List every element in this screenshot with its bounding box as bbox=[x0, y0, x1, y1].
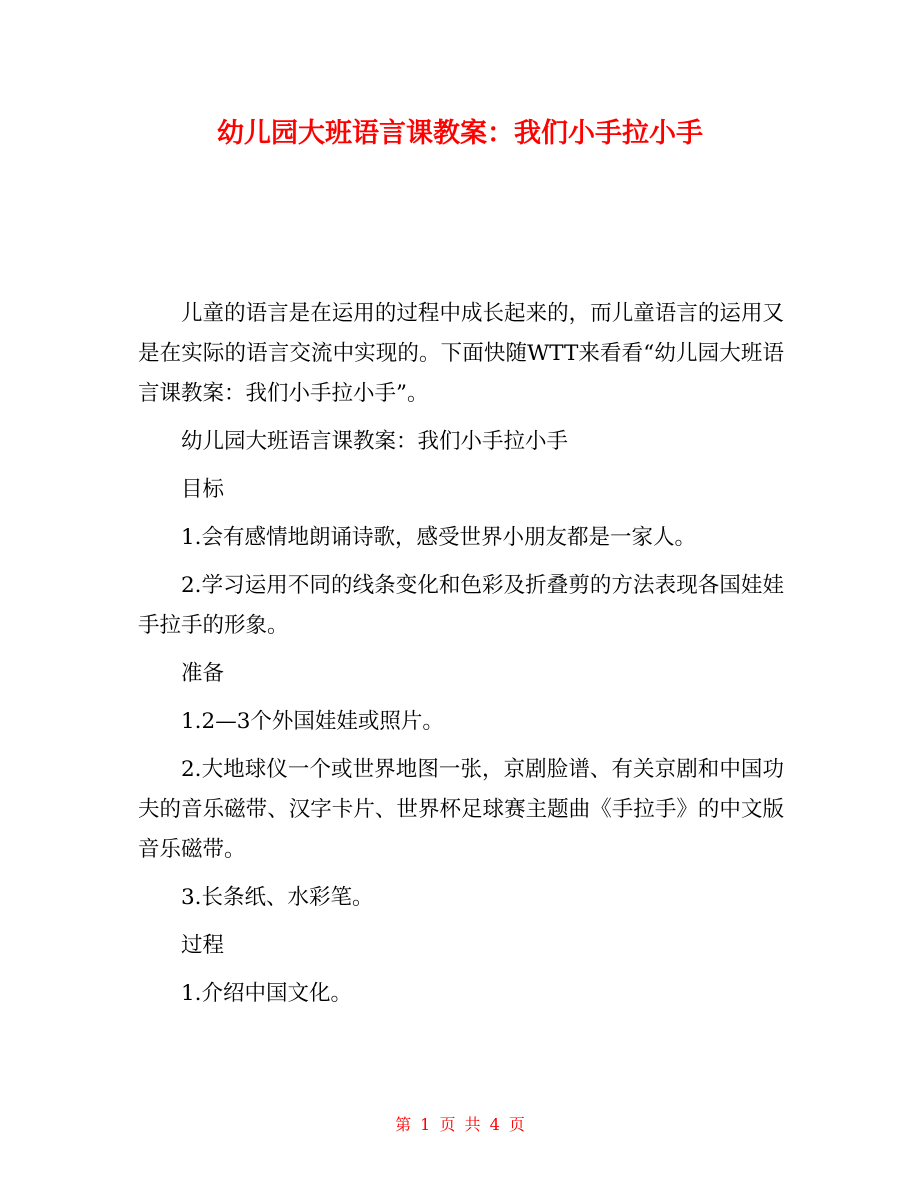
goal-item-2: 2.学习运用不同的线条变化和色彩及折叠剪的方法表现各国娃娃手拉手的形象。 bbox=[138, 573, 784, 638]
section-heading-process: 过程 bbox=[181, 933, 225, 958]
document-title: 幼儿园大班语言课教案：我们小手拉小手 bbox=[217, 118, 703, 149]
page-number-footer: 第 1 页 共 4 页 bbox=[395, 1115, 525, 1134]
preparation-item-2: 2.大地球仪一个或世界地图一张，京剧脸谱、有关京剧和中国功夫的音乐磁带、汉字卡片、世界杯足球赛主题曲《手拉手》的中文版音乐磁带。 bbox=[138, 757, 784, 862]
preparation-item-3: 3.长条纸、水彩笔。 bbox=[181, 885, 374, 910]
document-body bbox=[138, 294, 784, 1022]
goal-item-1: 1.会有感情地朗诵诗歌，感受世界小朋友都是一家人。 bbox=[181, 525, 697, 550]
intro-paragraph: 儿童的语言是在运用的过程中成长起来的，而儿童语言的运用又是在实际的语言交流中实现的。下面快随WTT来看看“幼儿园大班语言课教案：我们小手拉小手”。 bbox=[138, 301, 784, 406]
preparation-item-1: 1.2—3个外国娃娃或照片。 bbox=[181, 709, 444, 734]
section-heading-goals: 目标 bbox=[181, 477, 225, 502]
process-item-1: 1.介绍中国文化。 bbox=[181, 981, 353, 1006]
subtitle-paragraph: 幼儿园大班语言课教案：我们小手拉小手 bbox=[181, 429, 569, 454]
section-heading-preparation: 准备 bbox=[181, 661, 225, 686]
